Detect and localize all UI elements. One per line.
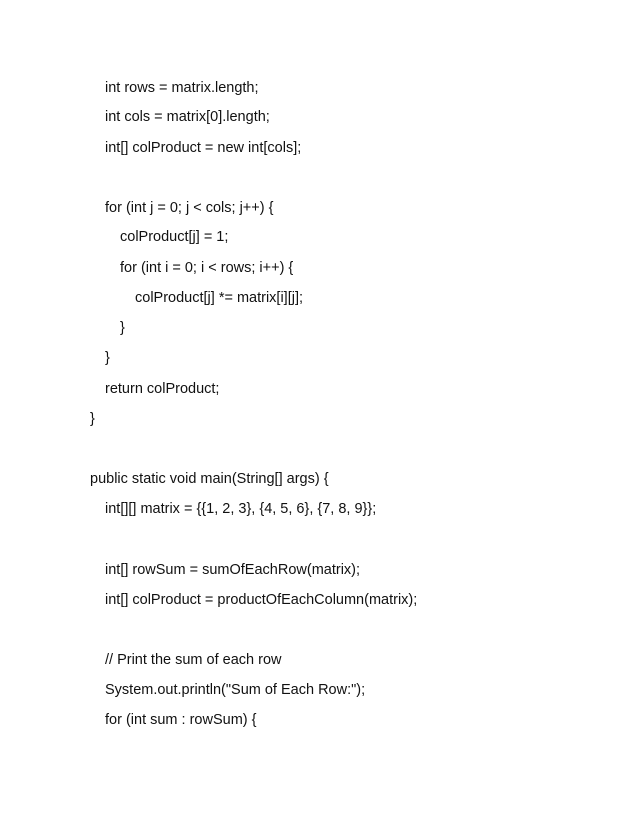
code-line: public static void main(String[] args) {	[90, 471, 329, 487]
code-line: for (int i = 0; i < rows; i++) {	[120, 260, 294, 276]
code-line: int[] rowSum = sumOfEachRow(matrix);	[105, 562, 361, 578]
code-line-comment: // Print the sum of each row	[105, 652, 282, 668]
code-line: int[] colProduct = new int[cols];	[105, 140, 302, 156]
code-line: }	[105, 350, 110, 366]
code-line: for (int j = 0; j < cols; j++) {	[105, 200, 274, 216]
code-line: colProduct[j] *= matrix[i][j];	[135, 290, 304, 306]
code-line: colProduct[j] = 1;	[120, 229, 229, 245]
code-line: }	[120, 320, 125, 336]
code-line: int[] colProduct = productOfEachColumn(matrix);	[105, 592, 418, 608]
code-line: }	[90, 411, 95, 427]
code-line: int cols = matrix[0].length;	[105, 109, 270, 125]
code-line: int rows = matrix.length;	[105, 80, 259, 96]
code-line: int[][] matrix = {{1, 2, 3}, {4, 5, 6}, {7, 8, 9}};	[105, 501, 377, 517]
code-line: return colProduct;	[105, 381, 220, 397]
code-line: for (int sum : rowSum) {	[105, 712, 257, 728]
code-line: System.out.println("Sum of Each Row:");	[105, 682, 366, 698]
